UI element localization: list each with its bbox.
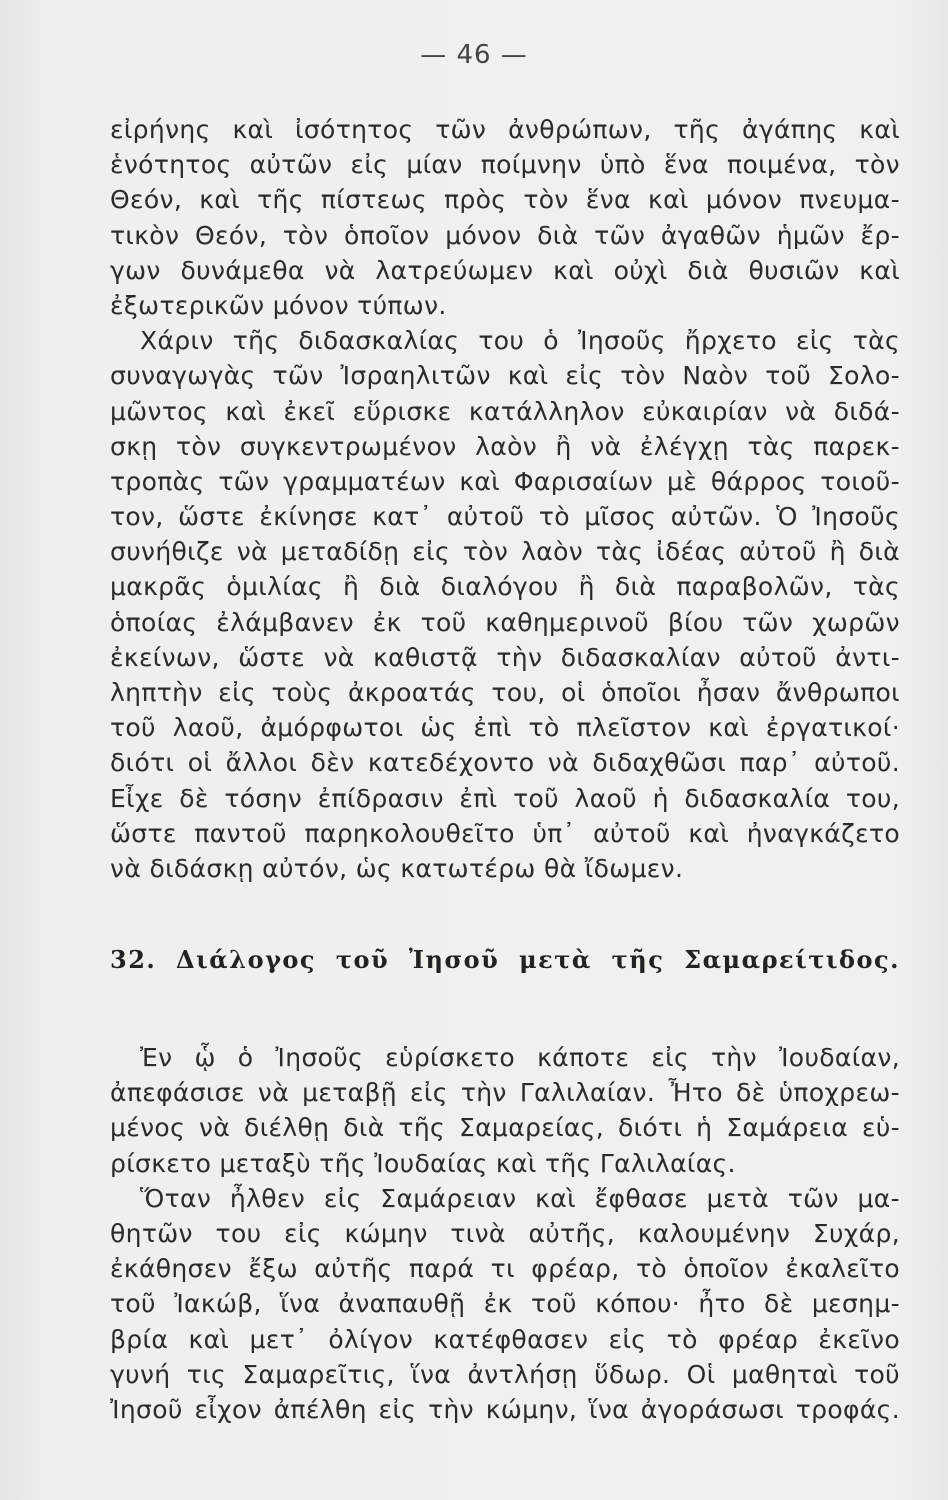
text-line: ἐκείνων, ὥστε νὰ καθιστᾷ τὴν διδασκαλίαν αὐτοῦ ἀντι- — [110, 642, 900, 672]
text-line: Χάριν τῆς διδασκαλίας του ὁ Ἰησοῦς ἤρχετο εἰς τὰς — [140, 326, 900, 356]
text-line: Θεόν, καὶ τῆς πίστεως πρὸς τὸν ἕνα καὶ μόνον πνευμα- — [110, 185, 900, 215]
text-line: συνήθιζε νὰ μεταδίδῃ εἰς τὸν λαὸν τὰς ἰδέας αὐτοῦ ἢ διὰ — [110, 537, 900, 567]
text-line: μένος νὰ διέλθῃ διὰ τῆς Σαμαρείας, διότι ἡ Σαμάρεια εὑ- — [110, 1113, 900, 1143]
text-line: τοῦ Ἰακώβ, ἵνα ἀναπαυθῇ ἐκ τοῦ κόπου· ἦτο δὲ μεσημ- — [110, 1289, 900, 1319]
text-line: γυνή τις Σαμαρεῖτις, ἵνα ἀντλήσῃ ὕδωρ. Οἱ μαθηταὶ τοῦ — [110, 1359, 900, 1389]
text-line: ὁποίας ἐλάμβανεν ἐκ τοῦ καθημερινοῦ βίου τῶν χωρῶν — [110, 607, 900, 637]
text-line: διότι οἱ ἄλλοι δὲν κατεδέχοντο νὰ διδαχθῶσι παρ᾽ αὐτοῦ. — [110, 748, 900, 778]
section-heading: 32. Διάλογος τοῦ Ἰησοῦ μετὰ τῆς Σαμαρείτιδος. — [110, 945, 900, 974]
text-line: ὥστε παντοῦ παρηκολουθεῖτο ὑπ᾽ αὐτοῦ καὶ ἠναγκάζετο — [110, 818, 900, 848]
text-line: γων δυνάμεθα νὰ λατρεύωμεν καὶ οὐχὶ διὰ θυσιῶν καὶ — [110, 255, 900, 285]
text-line: μακρᾶς ὁμιλίας ἢ διὰ διαλόγου ἢ διὰ παραβολῶν, τὰς — [110, 572, 900, 602]
section-31-text — [110, 112, 900, 886]
text-line: μῶντος καὶ ἐκεῖ εὕρισκε κατάλληλον εὐκαιρίαν νὰ διδά- — [110, 396, 900, 426]
text-line: τον, ὥστε ἐκίνησε κατ᾽ αὐτοῦ τὸ μῖσος αὐτῶν. Ὁ Ἰησοῦς — [110, 502, 900, 532]
text-line: Ἐν ᾧ ὁ Ἰησοῦς εὑρίσκετο κάποτε εἰς τὴν Ἰουδαίαν, — [140, 1043, 900, 1072]
text-line: συναγωγὰς τῶν Ἰσραηλιτῶν καὶ εἰς τὸν Ναὸν τοῦ Σολο- — [110, 361, 900, 391]
text-line: εἰρήνης καὶ ἰσότητος τῶν ἀνθρώπων, τῆς ἀγάπης καὶ — [110, 115, 900, 144]
text-line: σκῃ τὸν συγκεντρωμένον λαὸν ἢ νὰ ἐλέγχῃ τὰς παρεκ- — [110, 431, 900, 461]
text-line: βρία καὶ μετ᾽ ὀλίγον κατέφθασεν εἰς τὸ φρέαρ ἐκεῖνο — [110, 1324, 900, 1354]
text-line: Ὅταν ἦλθεν εἰς Σαμάρειαν καὶ ἔφθασε μετὰ τῶν μα- — [140, 1183, 900, 1213]
text-line: ἐξωτερικῶν μόνον τύπων. — [110, 290, 447, 320]
text-line: θητῶν του εἰς κώμην τινὰ αὐτῆς, καλουμένην Συχάρ, — [110, 1218, 900, 1248]
section-32-text — [110, 1040, 900, 1427]
text-line: νὰ διδάσκῃ αὐτόν, ὡς κατωτέρω θὰ ἴδωμεν. — [110, 853, 684, 883]
text-line: τροπὰς τῶν γραμματέων καὶ Φαρισαίων μὲ θάρρος τοιοῦ- — [110, 466, 900, 496]
text-line: ἐκάθησεν ἔξω αὐτῆς παρά τι φρέαρ, τὸ ὁποῖον ἐκαλεῖτο — [110, 1254, 900, 1284]
text-line: Εἶχε δὲ τόσην ἐπίδρασιν ἐπὶ τοῦ λαοῦ ἡ διδασκαλία του, — [110, 783, 900, 813]
text-line: ἀπεφάσισε νὰ μεταβῇ εἰς τὴν Γαλιλαίαν. Ἦτο δὲ ὑποχρεω- — [110, 1078, 900, 1108]
text-line: ληπτὴν εἰς τοὺς ἀκροατάς του, οἱ ὁποῖοι ἦσαν ἄνθρωποι — [110, 678, 900, 707]
text-line: Ἰησοῦ εἶχον ἀπέλθη εἰς τὴν κώμην, ἵνα ἀγοράσωσι τροφάς. — [110, 1394, 900, 1424]
text-line: τοῦ λαοῦ, ἀμόρφωτοι ὡς ἐπὶ τὸ πλεῖστον καὶ ἐργατικοί· — [110, 713, 900, 743]
text-line: ἑνότητος αὐτῶν εἰς μίαν ποίμνην ὑπὸ ἕνα ποιμένα, τὸν — [110, 150, 900, 180]
text-line: τικὸν Θεόν, τὸν ὁποῖον μόνον διὰ τῶν ἀγαθῶν ἡμῶν ἔρ- — [110, 220, 900, 250]
page-number: — 46 — — [420, 40, 528, 70]
text-line: ρίσκετο μεταξὺ τῆς Ἰουδαίας καὶ τῆς Γαλιλαίας. — [110, 1148, 736, 1178]
